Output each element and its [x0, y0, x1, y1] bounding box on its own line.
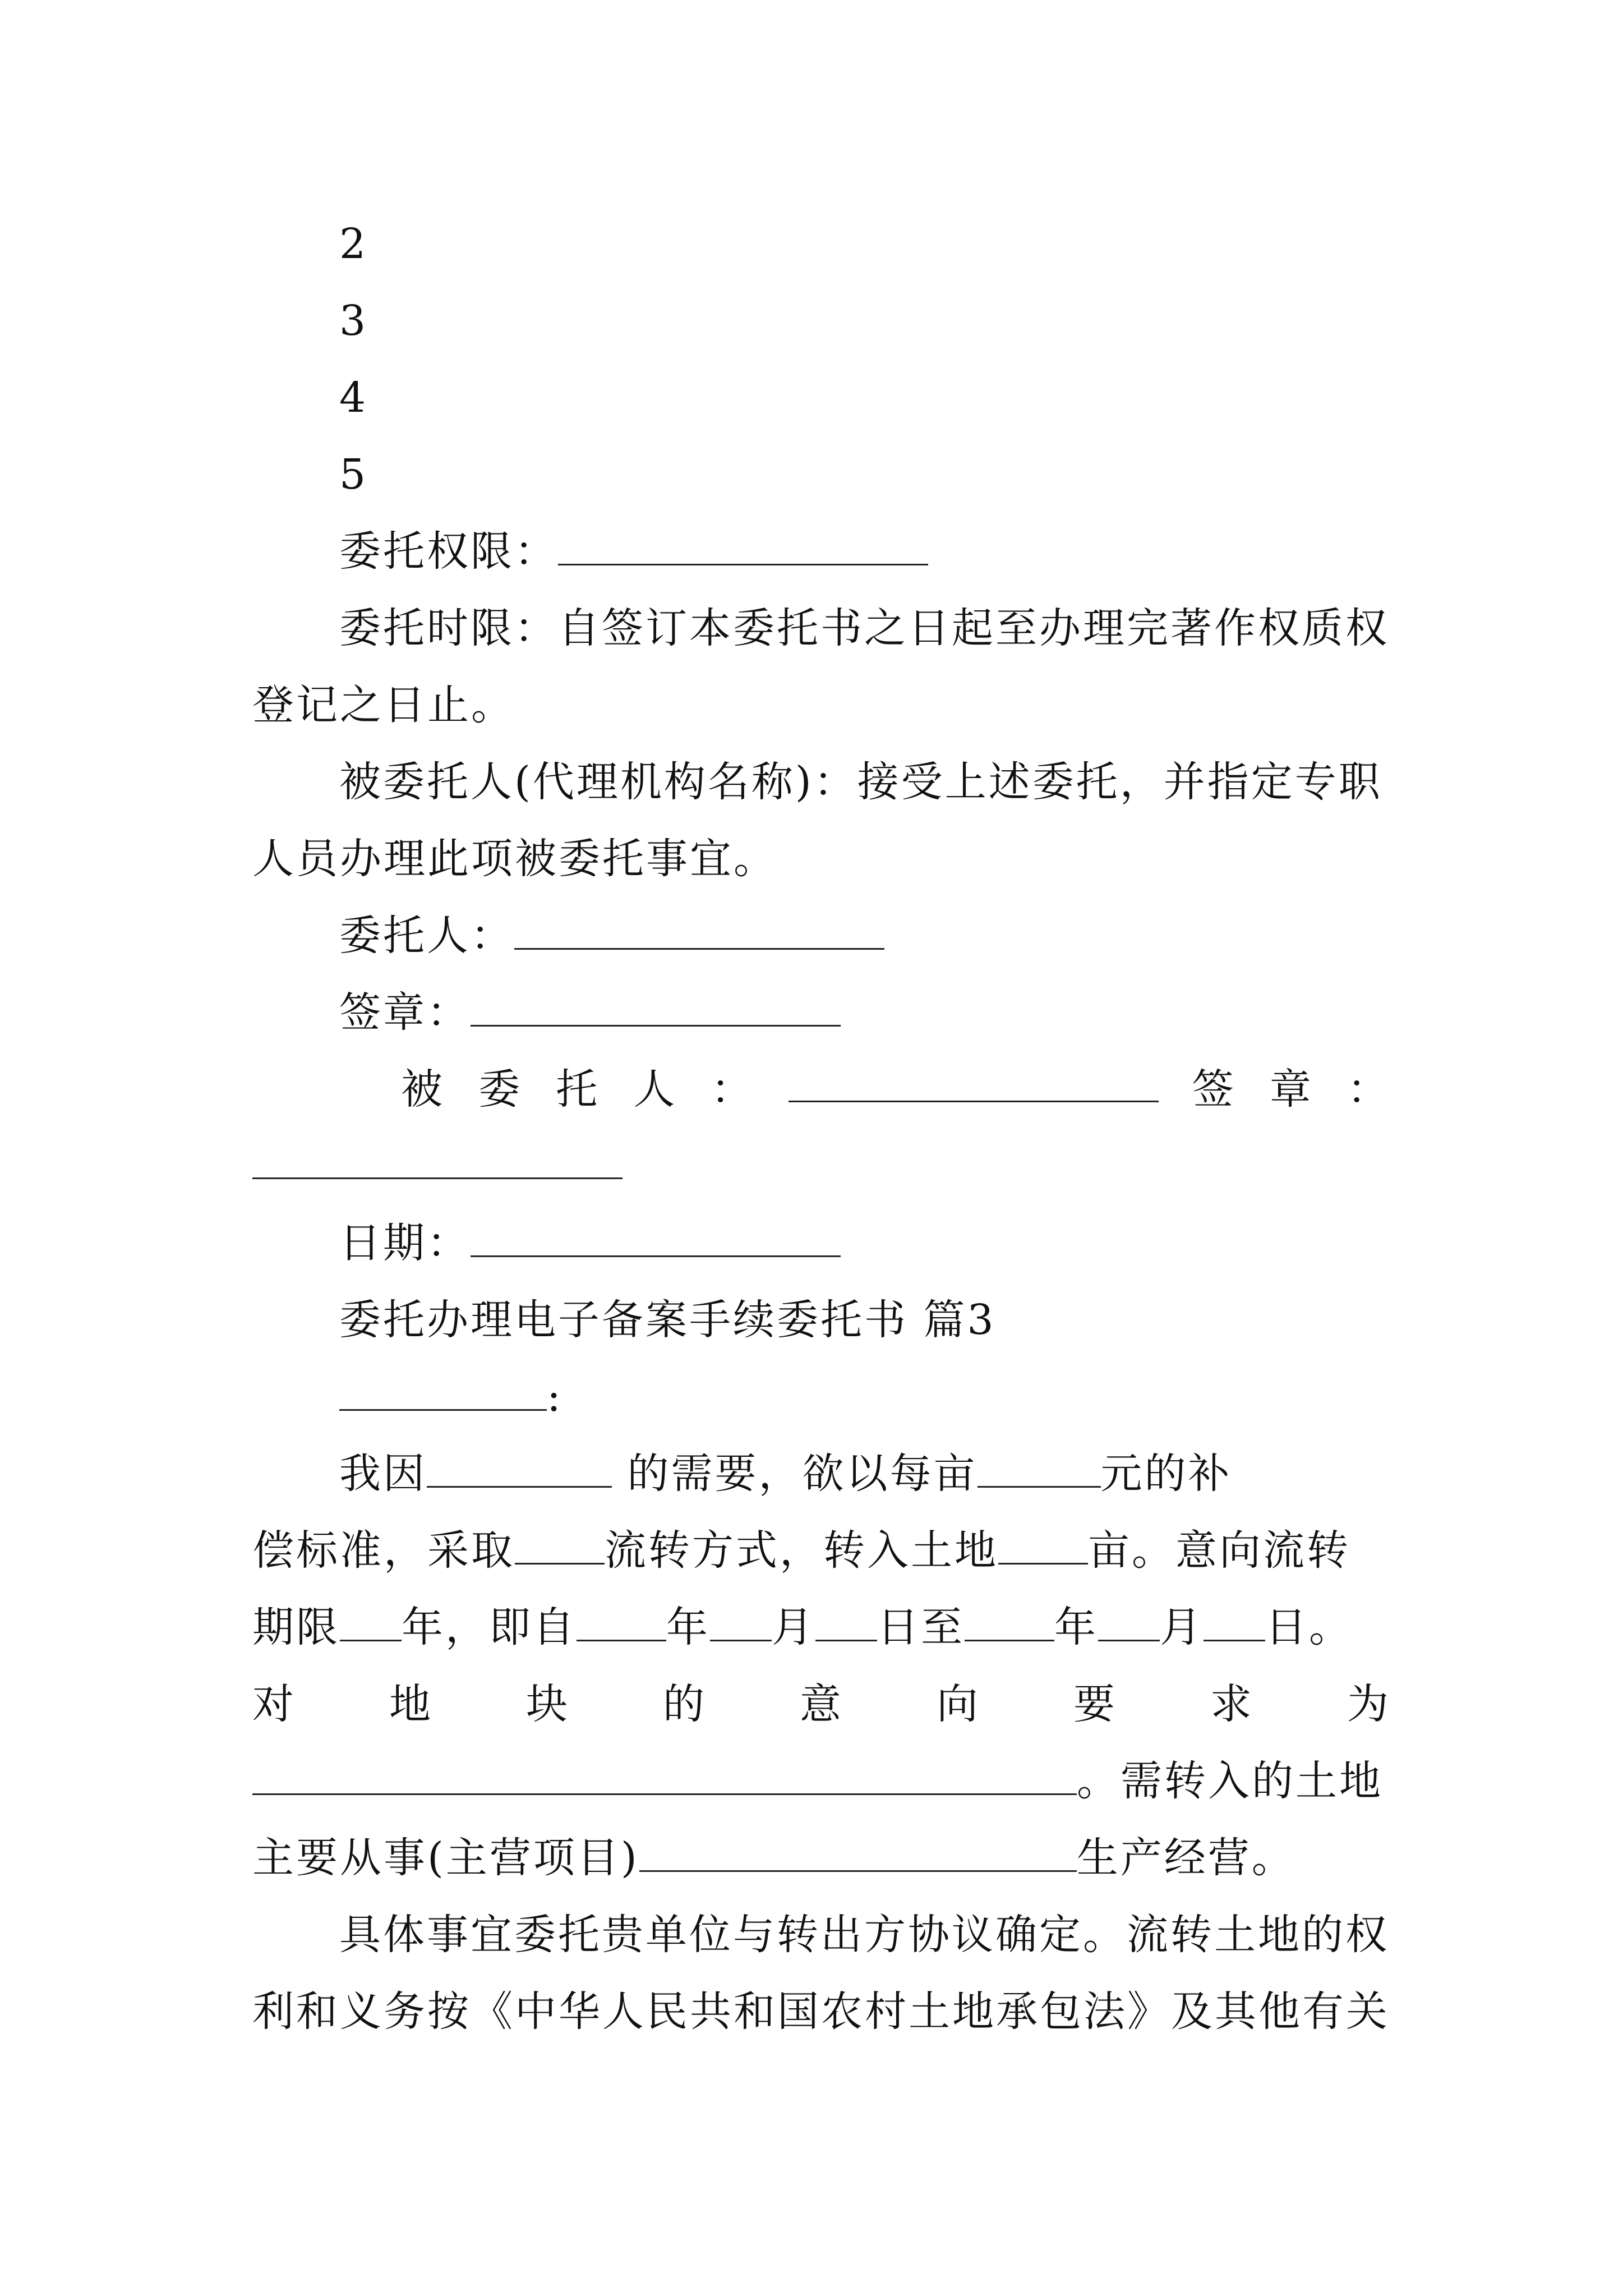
letter-char: 要: [1073, 1680, 1117, 1728]
list-number-5: 5: [339, 450, 368, 499]
list-number-3: 3: [339, 297, 368, 345]
start-year-blank: [577, 1600, 666, 1641]
letter-line-5: [252, 1753, 1391, 1809]
date-label: 日期：: [339, 1219, 471, 1267]
letter-text: 年，即自: [402, 1603, 577, 1651]
section-title: 委托办理电子备案手续委托书 篇3: [339, 1296, 996, 1344]
main-project-blank: [639, 1831, 1077, 1872]
seal-line: [339, 984, 1391, 1041]
end-year-blank: [965, 1600, 1054, 1641]
term-line-1: 委托时限：自签订本委托书之日起至办理完著作权质权: [339, 604, 1389, 652]
letter-char: 地: [389, 1680, 433, 1728]
letter-text: 年: [666, 1603, 710, 1651]
addressee-line: [339, 1369, 1391, 1425]
letter-line-8: 利和义务按《中华人民共和国农村土地承包法》及其他有关: [252, 1987, 1390, 2036]
letter-line-3: [252, 1599, 1391, 1655]
letter-line-7: 具体事宜委托贵单位与转出方协议确定。流转土地的权: [339, 1911, 1389, 1959]
area-blank: [998, 1524, 1088, 1565]
principal-line: [339, 908, 1391, 964]
agent-sign-char: 人: [633, 1065, 677, 1114]
letter-text: 元的补: [1100, 1450, 1232, 1498]
letter-text: 亩。意向流转: [1088, 1526, 1350, 1575]
principal-label: 委托人：: [339, 912, 514, 960]
letter-text: 生产经营。: [1076, 1834, 1295, 1882]
agent-sign-blank: [789, 1061, 1159, 1102]
letter-char: 为: [1347, 1680, 1391, 1728]
letter-text: 月: [772, 1603, 815, 1651]
start-month-blank: [710, 1600, 772, 1641]
date-line: [339, 1215, 1391, 1271]
agent-seal-blank: [252, 1175, 623, 1179]
agent-sign-line: [401, 1061, 1391, 1117]
land-requirement-blank: [252, 1754, 1077, 1795]
letter-text: 期限: [252, 1603, 340, 1651]
letter-text: 主要从事(主营项目): [252, 1834, 639, 1882]
agent-sign-char: 委: [478, 1065, 523, 1114]
letter-char: 对: [252, 1680, 296, 1728]
letter-line-2: [252, 1522, 1391, 1579]
agent-line-2: 人员办理此项被委托事宜。: [252, 835, 777, 883]
authority-label: 委托权限：: [339, 527, 558, 576]
price-blank: [978, 1447, 1101, 1488]
seal-blank: [471, 986, 841, 1027]
agent-seal-char: ：: [1347, 1065, 1391, 1114]
letter-text: 我因: [339, 1450, 427, 1498]
date-blank: [471, 1216, 841, 1257]
letter-text: 日。: [1265, 1603, 1353, 1651]
purpose-blank: [427, 1447, 612, 1488]
agent-line-1: 被委托人(代理机构名称)：接受上述委托，并指定专职: [339, 758, 1382, 806]
list-number-2: 2: [339, 220, 368, 268]
letter-text: 年: [1054, 1603, 1098, 1651]
letter-text: 的需要，欲以每亩: [612, 1450, 978, 1498]
end-day-blank: [1204, 1600, 1265, 1641]
letter-char: 求: [1210, 1680, 1254, 1728]
letter-text: 。需转入的土地: [1077, 1757, 1383, 1805]
agent-seal-char: 章: [1269, 1065, 1313, 1114]
start-day-blank: [815, 1600, 877, 1641]
seal-label: 签章：: [339, 988, 471, 1037]
letter-char: 块: [526, 1680, 570, 1728]
letter-line-1: [339, 1446, 1391, 1502]
letter-text: 日至: [877, 1603, 965, 1651]
letter-char: 向: [937, 1680, 980, 1728]
letter-text: 偿标准，采取: [252, 1526, 515, 1575]
agent-seal-char: 签: [1192, 1065, 1236, 1114]
letter-char: 的: [663, 1680, 707, 1728]
term-line-2: 登记之日止。: [252, 681, 515, 729]
addressee-blank: [339, 1370, 547, 1411]
letter-line-4: [252, 1676, 1391, 1732]
method-blank: [515, 1524, 605, 1565]
years-blank: [340, 1600, 402, 1641]
letter-text: 月: [1160, 1603, 1204, 1651]
end-month-blank: [1098, 1600, 1160, 1641]
letter-char: 意: [800, 1680, 843, 1728]
list-number-4: 4: [339, 374, 368, 422]
authority-blank: [558, 524, 928, 565]
letter-line-6: [252, 1830, 1391, 1886]
agent-sign-char: ：: [711, 1065, 755, 1114]
authority-line: [339, 523, 1391, 579]
principal-blank: [514, 909, 884, 950]
letter-text: 流转方式，转入土地: [605, 1526, 998, 1575]
agent-sign-char: 被: [401, 1065, 445, 1114]
addressee-colon: :: [547, 1373, 563, 1421]
agent-sign-char: 托: [556, 1065, 600, 1114]
